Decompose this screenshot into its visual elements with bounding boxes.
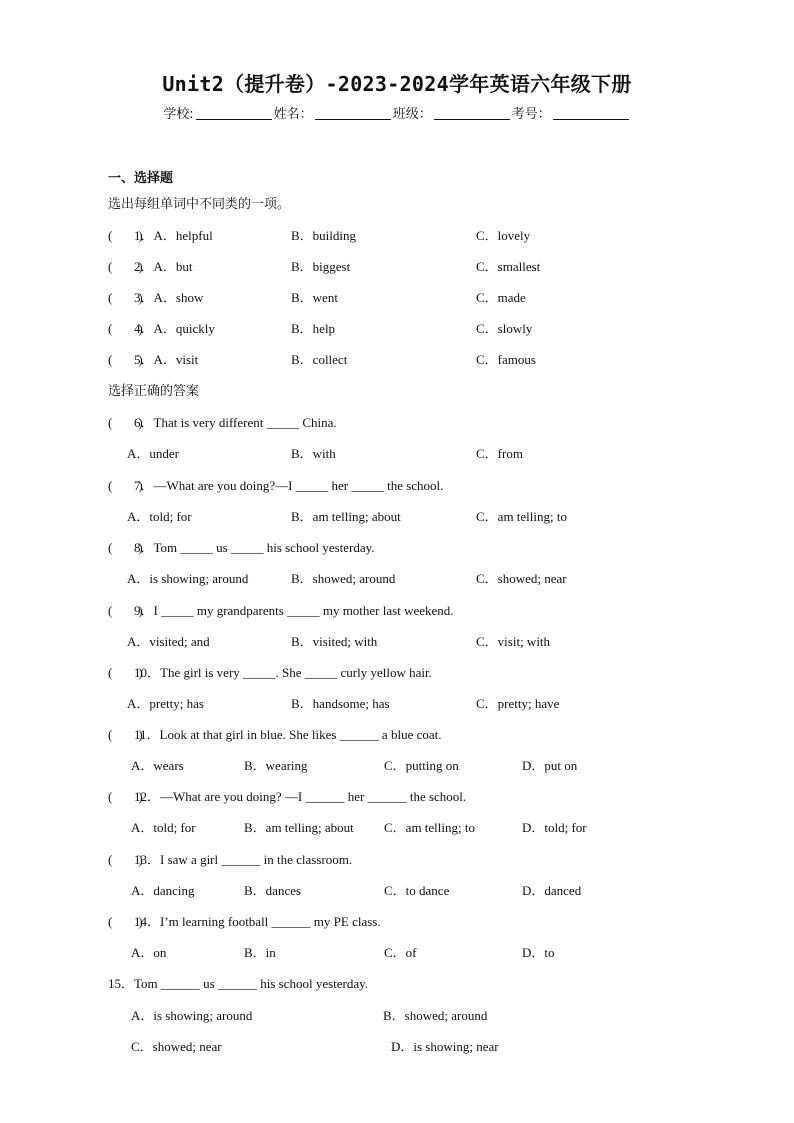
option-c[interactable]: C．slowly bbox=[476, 321, 533, 336]
option-b[interactable]: B．biggest bbox=[291, 259, 351, 274]
option-a[interactable]: A．pretty; has bbox=[127, 696, 204, 711]
option-c[interactable]: C．made bbox=[476, 290, 526, 305]
option-d[interactable]: D．danced bbox=[522, 882, 582, 898]
option-b[interactable]: B．help bbox=[291, 321, 336, 336]
answer-paren[interactable]: ( ) bbox=[108, 415, 143, 430]
part1-instruction: 选出每组单词中不同类的一项。 bbox=[108, 197, 291, 212]
option-b[interactable]: B．wearing bbox=[244, 758, 308, 773]
question-stem: 6．That is very different _____ China. bbox=[134, 415, 337, 430]
option-b[interactable]: B．went bbox=[291, 290, 338, 305]
option-c[interactable]: C．from bbox=[476, 446, 523, 461]
answer-paren[interactable]: ( ) bbox=[108, 727, 143, 742]
answer-paren[interactable]: ( ) bbox=[108, 321, 143, 336]
option-b[interactable]: B．handsome; has bbox=[291, 696, 390, 711]
answer-paren[interactable]: ( ) bbox=[108, 228, 143, 243]
option-a[interactable]: A．told; for bbox=[127, 508, 192, 524]
question-15-option-c[interactable]: C．showed; near bbox=[131, 1039, 222, 1054]
question-stem: 7．—What are you doing?—I _____ her _____ the school. bbox=[134, 477, 444, 493]
option-b[interactable]: B．with bbox=[291, 446, 336, 461]
option-c[interactable]: C．lovely bbox=[476, 228, 531, 243]
answer-paren[interactable]: ( ) bbox=[108, 913, 143, 929]
question-stem: 14．I’m learning football ______ my PE class. bbox=[134, 913, 381, 929]
answer-paren[interactable]: ( ) bbox=[108, 540, 143, 555]
name-blank[interactable] bbox=[315, 107, 391, 120]
question-stem: 12．—What are you doing? —I ______ her ______ the school. bbox=[134, 789, 467, 805]
option-b[interactable]: B．in bbox=[244, 944, 276, 960]
part2-instruction: 选择正确的答案 bbox=[108, 384, 200, 399]
question-15-option-a[interactable]: A．is showing; around bbox=[131, 1008, 253, 1023]
question-stem: 9．I _____ my grandparents _____ my mother last weekend. bbox=[134, 602, 454, 618]
name-label: 姓名： bbox=[273, 107, 313, 122]
question-15-stem: 15．Tom ______ us ______ his school yesterday. bbox=[108, 976, 369, 991]
option-d[interactable]: D．told; for bbox=[522, 820, 587, 836]
option-a[interactable]: A．told; for bbox=[131, 820, 196, 836]
answer-paren[interactable]: ( ) bbox=[108, 352, 143, 367]
question-15-option-b[interactable]: B．showed; around bbox=[383, 1008, 488, 1023]
option-a[interactable]: A．is showing; around bbox=[127, 571, 249, 586]
option-a[interactable]: A．under bbox=[127, 446, 179, 461]
question-stem: 11．Look at that girl in blue. She likes ______ a blue coat. bbox=[134, 727, 442, 742]
question-stem: 2．A．but bbox=[134, 259, 193, 274]
option-b[interactable]: B．dances bbox=[244, 882, 302, 898]
number-blank[interactable] bbox=[553, 107, 629, 120]
answer-paren[interactable]: ( ) bbox=[108, 602, 143, 618]
option-a[interactable]: A．wears bbox=[131, 758, 184, 773]
option-b[interactable]: B．am telling; about bbox=[244, 820, 354, 836]
option-b[interactable]: B．building bbox=[291, 228, 357, 243]
option-d[interactable]: D．to bbox=[522, 944, 555, 960]
option-c[interactable]: C．of bbox=[384, 944, 417, 960]
answer-paren[interactable]: ( ) bbox=[108, 259, 143, 274]
answer-paren[interactable]: ( ) bbox=[108, 851, 143, 867]
option-c[interactable]: C．smallest bbox=[476, 259, 541, 274]
option-c[interactable]: C．am telling; to bbox=[384, 820, 475, 836]
option-c[interactable]: C．pretty; have bbox=[476, 696, 560, 711]
number-label: 考号： bbox=[511, 107, 551, 122]
answer-paren[interactable]: ( ) bbox=[108, 477, 143, 493]
option-b[interactable]: B．visited; with bbox=[291, 633, 378, 649]
option-b[interactable]: B．am telling; about bbox=[291, 508, 401, 524]
option-d[interactable]: D．put on bbox=[522, 758, 578, 773]
page-title: Unit2（提升卷）-2023-2024学年英语六年级下册 bbox=[162, 72, 632, 96]
option-c[interactable]: C．visit; with bbox=[476, 633, 551, 649]
question-stem: 10．The girl is very _____. She _____ curly yellow hair. bbox=[134, 665, 432, 680]
answer-paren[interactable]: ( ) bbox=[108, 290, 143, 305]
option-a[interactable]: A．on bbox=[131, 944, 167, 960]
class-label: 班级： bbox=[392, 107, 432, 122]
answer-paren[interactable]: ( ) bbox=[108, 665, 143, 680]
question-stem: 5．A．visit bbox=[134, 352, 199, 367]
option-c[interactable]: C．am telling; to bbox=[476, 508, 567, 524]
option-c[interactable]: C．famous bbox=[476, 352, 536, 367]
option-c[interactable]: C．putting on bbox=[384, 758, 459, 773]
question-stem: 4．A．quickly bbox=[134, 321, 215, 336]
option-a[interactable]: A．dancing bbox=[131, 882, 195, 898]
question-stem: 8．Tom _____ us _____ his school yesterday. bbox=[134, 540, 375, 555]
school-blank[interactable] bbox=[196, 107, 272, 120]
option-c[interactable]: C．showed; near bbox=[476, 571, 567, 586]
school-label: 学校: bbox=[163, 107, 194, 122]
option-a[interactable]: A．visited; and bbox=[127, 633, 210, 649]
question-15-option-d[interactable]: D．is showing; near bbox=[391, 1039, 499, 1054]
option-c[interactable]: C．to dance bbox=[384, 882, 450, 898]
option-b[interactable]: B．collect bbox=[291, 352, 348, 367]
question-stem: 13．I saw a girl ______ in the classroom. bbox=[134, 851, 353, 867]
question-stem: 1．A．helpful bbox=[134, 228, 213, 243]
student-info-line bbox=[0, 103, 794, 122]
question-stem: 3．A．show bbox=[134, 290, 204, 305]
section-heading: 一、选择题 bbox=[108, 171, 174, 186]
option-b[interactable]: B．showed; around bbox=[291, 571, 396, 586]
answer-paren[interactable]: ( ) bbox=[108, 789, 143, 805]
class-blank[interactable] bbox=[434, 107, 510, 120]
